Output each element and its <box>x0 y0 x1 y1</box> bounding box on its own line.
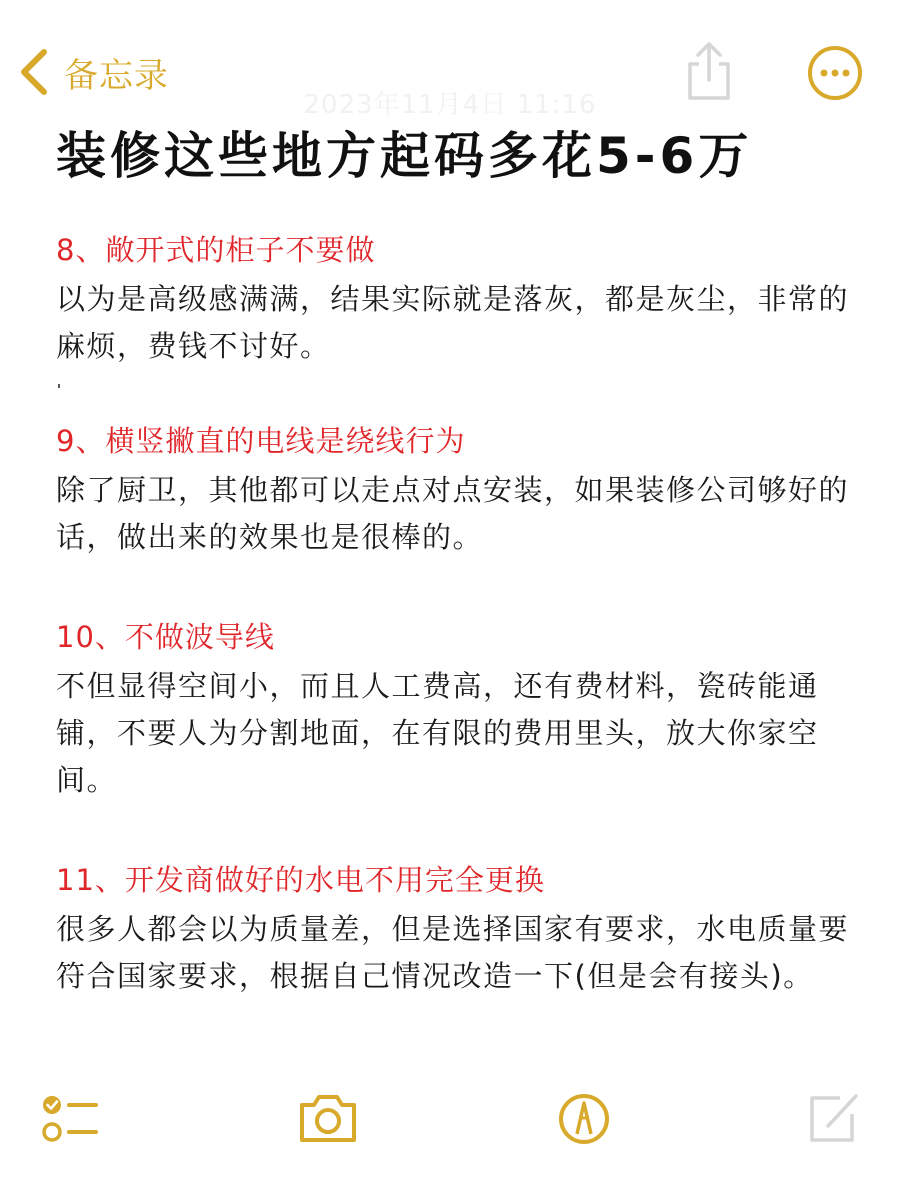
section-spacer <box>56 561 856 611</box>
checklist-icon <box>40 1088 100 1148</box>
note-section <box>56 854 856 1000</box>
section-heading: 8、敞开式的柜子不要做 <box>56 233 376 267</box>
markup-button[interactable] <box>556 1088 612 1148</box>
note-section <box>56 224 856 370</box>
section-spacer <box>56 804 856 854</box>
checklist-button[interactable] <box>40 1088 100 1148</box>
back-label: 备忘录 <box>64 55 169 96</box>
camera-icon <box>296 1088 360 1148</box>
note-body[interactable] <box>56 224 856 1000</box>
section-heading: 10、不做波导线 <box>56 620 275 654</box>
section-heading: 11、开发商做好的水电不用完全更换 <box>56 863 545 897</box>
section-heading: 9、横竖撇直的电线是绕线行为 <box>56 424 466 458</box>
stray-mark <box>58 384 60 388</box>
markup-pen-icon <box>556 1088 612 1148</box>
compose-button[interactable] <box>806 1088 862 1148</box>
camera-button[interactable] <box>296 1088 360 1148</box>
note-title[interactable]: 装修这些地方起码多花5-6万 <box>56 127 753 185</box>
section-text: 很多人都会以为质量差，但是选择国家有要求，水电质量要符合国家要求，根据自己情况改造一下(但是会有接头)。 <box>56 912 850 993</box>
section-text: 不但显得空间小，而且人工费高，还有费材料，瓷砖能通铺，不要人为分割地面，在有限的费用里头，放大你家空间。 <box>56 669 819 797</box>
note-section <box>56 611 856 804</box>
section-text: 以为是高级感满满，结果实际就是落灰，都是灰尘，非常的麻烦，费钱不讨好。 <box>56 282 850 363</box>
section-spacer <box>56 370 856 415</box>
section-text: 除了厨卫，其他都可以走点对点安装，如果装修公司够好的话，做出来的效果也是很棒的。 <box>56 473 850 554</box>
note-section <box>56 415 856 561</box>
compose-icon <box>806 1088 862 1148</box>
note-date: 2023年11月4日 11:16 <box>303 90 597 120</box>
